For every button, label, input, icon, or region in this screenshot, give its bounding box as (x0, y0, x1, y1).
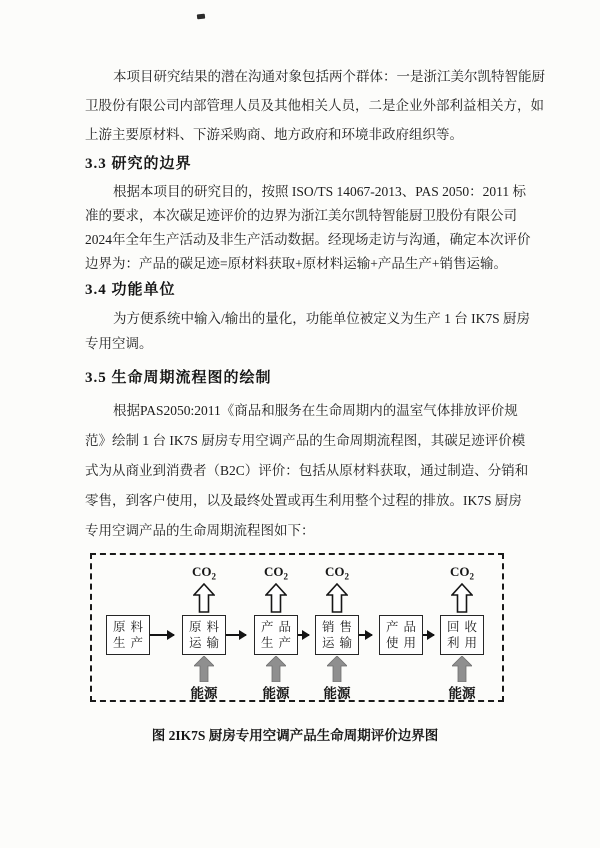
stage-label: 运输 (321, 636, 357, 650)
stage-label: 使用 (385, 636, 421, 650)
energy-label: 能源 (323, 686, 351, 701)
text-line: 2024年全年生产活动及非生产活动数据。经现场走访与沟通，确定本次评价 (85, 232, 531, 247)
stage-label: 原料 (112, 620, 148, 634)
text-line: 范》绘制 1 台 IK7S 厨房专用空调产品的生命周期流程图，其碳足迹评价模 (85, 433, 526, 448)
co2-label: $CO_2$ (192, 564, 216, 582)
stage-recycling (434, 555, 490, 700)
text-line: 本项目研究结果的潜在沟通对象包括两个群体：一是浙江美尔凯特智能厨 (113, 69, 545, 84)
text-line: 根据本项目的研究目的，按照 ISO/TS 14067-2013、PAS 2050：2011 标 (113, 184, 527, 199)
stage-label: 生产 (112, 636, 148, 650)
paragraph-study-boundary (85, 180, 531, 276)
co2-label: $CO_2$ (264, 564, 288, 582)
stage-box (315, 615, 359, 655)
co2-up-arrow-icon (326, 583, 348, 613)
stage-product-use (373, 555, 429, 700)
energy-label: 能源 (262, 686, 290, 701)
stage-label: 产品 (385, 620, 421, 634)
lifecycle-flowchart (90, 553, 504, 702)
stage-label: 销售 (321, 620, 357, 634)
energy-up-arrow-icon (327, 656, 347, 682)
energy-up-arrow-icon (452, 656, 472, 682)
stage-raw-material-production (100, 555, 156, 700)
stage-box (440, 615, 484, 655)
stage-label: 产品 (260, 620, 296, 634)
stage-box (379, 615, 423, 655)
stage-label: 运输 (188, 636, 224, 650)
text-line: 零售，到客户使用，以及最终处置或再生利用整个过程的排放。IK7S 厨房 (85, 493, 522, 508)
text-line: 专用空调。 (85, 336, 153, 351)
flow-arrow-icon (150, 634, 174, 636)
flow-arrow-icon (298, 634, 309, 636)
stage-label: 回收 (446, 620, 482, 634)
scan-artifact (197, 14, 205, 20)
energy-up-arrow-icon (194, 656, 214, 682)
stage-raw-material-transport (176, 555, 232, 700)
text-line: 为方便系统中输入/输出的量化，功能单位被定义为生产 1 台 IK7S 厨房 (113, 311, 531, 326)
text-line: 卫股份有限公司内部管理人员及其他相关人员，二是企业外部利益相关方，如 (85, 98, 544, 113)
co2-up-arrow-icon (193, 583, 215, 613)
section-heading-3-4: 3.4 功能单位 (85, 282, 176, 298)
flow-arrow-icon (359, 634, 372, 636)
section-heading-3-3: 3.3 研究的边界 (85, 156, 192, 172)
stage-box (254, 615, 298, 655)
paragraph-communication-targets (85, 62, 545, 149)
co2-label: $CO_2$ (325, 564, 349, 582)
energy-label: 能源 (190, 686, 218, 701)
co2-label: $CO_2$ (450, 564, 474, 582)
section-heading-3-5: 3.5 生命周期流程图的绘制 (85, 370, 272, 386)
energy-label: 能源 (448, 686, 476, 701)
text-line: 上游主要原材料、下游采购商、地方政府和环境非政府组织等。 (85, 127, 463, 142)
text-line: 式为从商业到消费者（B2C）评价：包括从原材料获取，通过制造、分销和 (85, 463, 529, 478)
text-line: 专用空调产品的生命周期流程图如下： (85, 523, 315, 538)
flow-arrow-icon (226, 634, 246, 636)
energy-up-arrow-icon (266, 656, 286, 682)
text-line: 准的要求，本次碳足迹评价的边界为浙江美尔凯特智能厨卫股份有限公司 (85, 208, 517, 223)
figure-caption: 图 2IK7S 厨房专用空调产品生命周期评价边界图 (151, 728, 439, 743)
stage-label: 利用 (446, 636, 482, 650)
stage-label: 生产 (260, 636, 296, 650)
co2-up-arrow-icon (265, 583, 287, 613)
text-line: 边界为：产品的碳足迹=原材料获取+原材料运输+产品生产+销售运输。 (85, 256, 507, 271)
stage-sales-transport (309, 555, 365, 700)
text-line: 根据PAS2050:2011《商品和服务在生命周期内的温室气体排放评价规 (113, 403, 518, 418)
paragraph-lifecycle-flowchart (85, 396, 529, 546)
stage-box (182, 615, 226, 655)
co2-up-arrow-icon (451, 583, 473, 613)
stage-product-production (248, 555, 304, 700)
stage-box (106, 615, 150, 655)
stage-label: 原料 (188, 620, 224, 634)
flow-arrow-icon (423, 634, 434, 636)
paragraph-functional-unit (85, 306, 531, 356)
